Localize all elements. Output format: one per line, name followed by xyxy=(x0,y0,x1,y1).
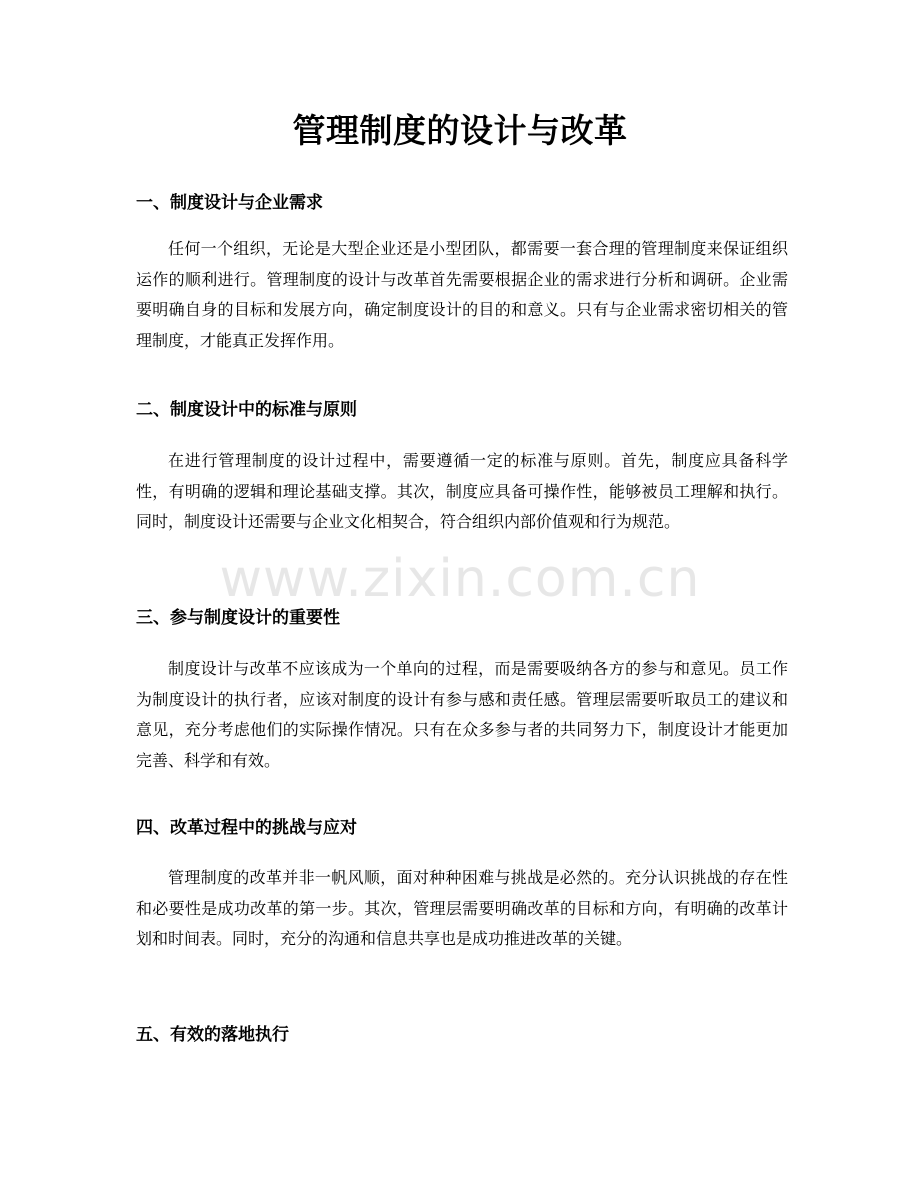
section-heading-3: 三、参与制度设计的重要性 xyxy=(136,608,340,628)
section-heading-2: 二、制度设计中的标准与原则 xyxy=(136,400,357,420)
section-heading-4: 四、改革过程中的挑战与应对 xyxy=(136,818,357,838)
section-paragraph-2: 在进行管理制度的设计过程中，需要遵循一定的标准与原则。首先，制度应具备科学性，有明确的逻辑和理论基础支撑。其次，制度应具备可操作性，能够被员工理解和执行。同时，制度设计还需要与企业文化相契合，符合组织内部价值观和行为规范。 xyxy=(136,451,788,531)
section-paragraph-1: 任何一个组织，无论是大型企业还是小型团队，都需要一套合理的管理制度来保证组织运作的顺利进行。管理制度的设计与改革首先需要根据企业的需求进行分析和调研。企业需要明确自身的目标和发展方向，确定制度设计的目的和意义。只有与企业需求密切相关的管理制度，才能真正发挥作用。 xyxy=(136,239,788,350)
watermark: www.zixin.com.cn xyxy=(219,549,701,609)
section-paragraph-3: 制度设计与改革不应该成为一个单向的过程，而是需要吸纳各方的参与和意见。员工作为制度设计的执行者，应该对制度的设计有参与感和责任感。管理层需要听取员工的建议和意见，充分考虑他们的实际操作情况。只有在众多参与者的共同努力下，制度设计才能更加完善、科学和有效。 xyxy=(136,659,788,770)
section-heading-1: 一、制度设计与企业需求 xyxy=(136,193,323,213)
section-heading-5: 五、有效的落地执行 xyxy=(136,1025,289,1045)
document-title: 管理制度的设计与改革 xyxy=(292,111,628,150)
section-paragraph-4: 管理制度的改革并非一帆风顺，面对种种困难与挑战是必然的。充分认识挑战的存在性和必要性是成功改革的第一步。其次，管理层需要明确改革的目标和方向，有明确的改革计划和时间表。同时，充分的沟通和信息共享也是成功推进改革的关键。 xyxy=(136,868,788,948)
